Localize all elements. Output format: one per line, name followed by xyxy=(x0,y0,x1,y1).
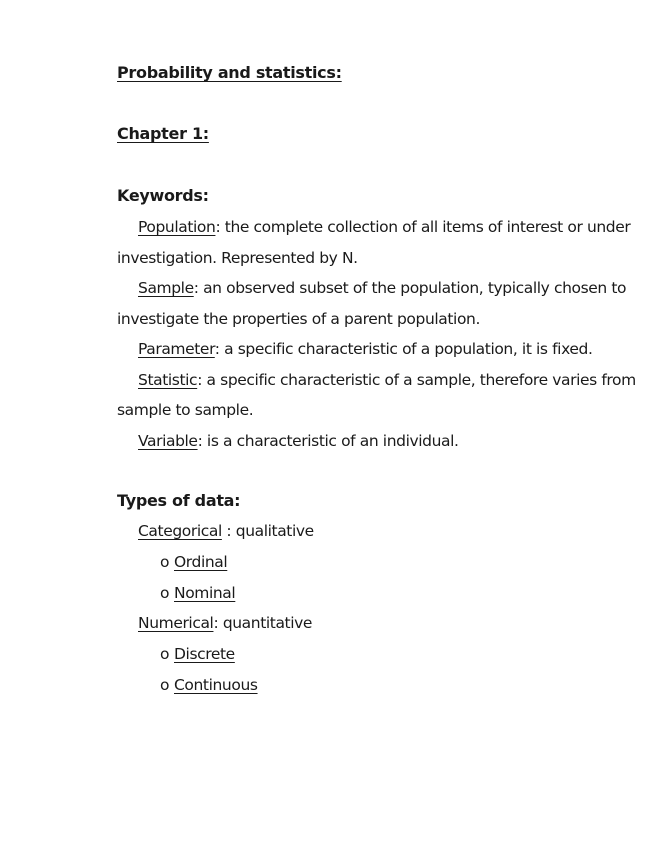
bullet-icon: o xyxy=(160,645,170,663)
chapter-heading: Chapter 1: xyxy=(117,124,209,143)
data-type-categorical xyxy=(138,521,314,541)
bullet-icon: o xyxy=(160,584,170,602)
data-type-term: Categorical xyxy=(138,522,222,540)
bullet-icon: o xyxy=(160,553,170,571)
data-subtype-continuous xyxy=(160,675,258,695)
keyword-definition: : is a characteristic of an individual. xyxy=(197,432,459,450)
keyword-definition: : a specific characteristic of a population, it is fixed. xyxy=(214,340,593,358)
data-subtype-label: Nominal xyxy=(174,584,236,602)
data-subtype-label: Ordinal xyxy=(174,553,228,571)
keyword-population xyxy=(138,217,630,237)
keyword-term: Statistic xyxy=(138,371,198,389)
keyword-term: Population xyxy=(138,218,216,236)
data-type-description: : qualitative xyxy=(221,522,314,540)
keyword-parameter xyxy=(138,339,593,359)
bullet-icon: o xyxy=(160,676,170,694)
data-type-description: : quantitative xyxy=(213,614,313,632)
keyword-definition-continued: investigation. Represented by N. xyxy=(117,249,358,267)
keyword-term: Parameter xyxy=(138,340,215,358)
data-subtype-discrete xyxy=(160,644,235,664)
data-type-numerical xyxy=(138,613,312,633)
keyword-variable xyxy=(138,431,459,451)
keyword-definition-continued: sample to sample. xyxy=(117,401,254,419)
keyword-sample xyxy=(138,278,626,298)
keyword-term: Sample xyxy=(138,279,194,297)
keyword-statistic xyxy=(138,370,636,390)
types-of-data-heading: Types of data: xyxy=(117,491,241,510)
keyword-definition: : the complete collection of all items of interest or under xyxy=(215,218,631,236)
keywords-heading: Keywords: xyxy=(117,186,209,205)
keyword-definition-continued: investigate the properties of a parent population. xyxy=(117,310,480,328)
data-type-term: Numerical xyxy=(138,614,214,632)
data-subtype-ordinal xyxy=(160,552,227,572)
data-subtype-nominal xyxy=(160,583,235,603)
keyword-definition: : an observed subset of the population, typically chosen to xyxy=(193,279,627,297)
document-title: Probability and statistics: xyxy=(117,63,342,82)
data-subtype-label: Continuous xyxy=(174,676,258,694)
keyword-definition: : a specific characteristic of a sample, therefore varies from xyxy=(197,371,636,389)
keyword-term: Variable xyxy=(138,432,198,450)
data-subtype-label: Discrete xyxy=(174,645,235,663)
